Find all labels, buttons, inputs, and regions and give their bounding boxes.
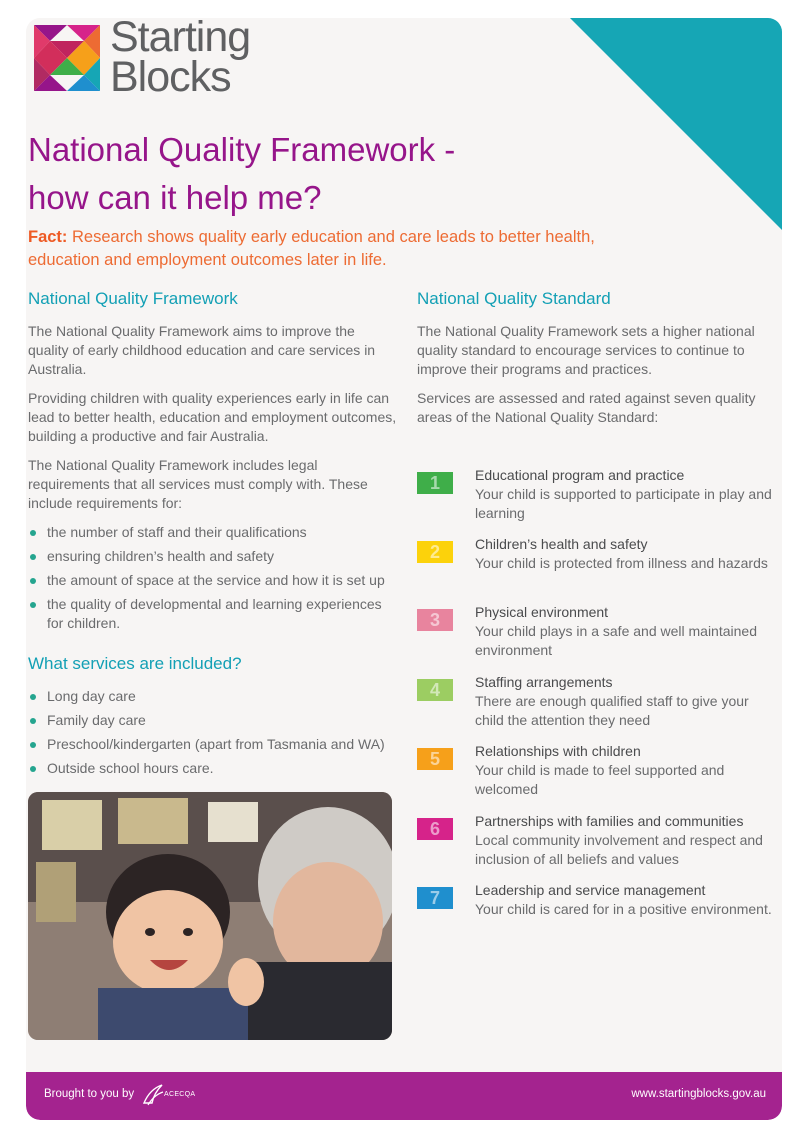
starting-blocks-logo bbox=[30, 18, 270, 101]
area-title: Relationships with children bbox=[475, 743, 641, 759]
corner-decoration bbox=[570, 18, 782, 230]
area-title: Educational program and practice bbox=[475, 467, 685, 483]
list-item: the amount of space at the service and how it is set up bbox=[28, 571, 398, 590]
list-item: Preschool/kindergarten (apart from Tasmania and WA) bbox=[28, 735, 398, 754]
acecqa-wordmark: ACECQA bbox=[164, 1091, 196, 1098]
list-item: the quality of developmental and learning experiences for children. bbox=[28, 595, 398, 633]
area-title: Children’s health and safety bbox=[475, 536, 648, 552]
area-description: Your child is supported to participate in play and learning bbox=[475, 486, 772, 521]
logo-text-starting: Starting bbox=[110, 18, 251, 61]
area-description: There are enough qualified staff to give your child the attention they need bbox=[475, 693, 749, 728]
area-title: Staffing arrangements bbox=[475, 674, 613, 690]
area-number-badge: 2 bbox=[417, 541, 453, 563]
area-description: Your child plays in a safe and well maintained environment bbox=[475, 623, 757, 658]
photo-illustration bbox=[28, 792, 392, 1040]
left-column bbox=[28, 288, 398, 798]
area-title: Physical environment bbox=[475, 604, 609, 620]
list-item: Outside school hours care. bbox=[28, 759, 398, 778]
area-title: Leadership and service management bbox=[475, 882, 706, 898]
fact-label: Fact: bbox=[28, 228, 68, 246]
nqs-paragraph-1: The National Quality Framework sets a higher national quality standard to encourage services to continue to improve their programs and practices. bbox=[417, 323, 755, 377]
area-number-badge: 7 bbox=[417, 887, 453, 909]
nqf-heading: National Quality Framework bbox=[28, 289, 238, 308]
list-item: ensuring children’s health and safety bbox=[28, 547, 398, 566]
nqf-paragraph-3: The National Quality Framework includes legal requirements that all services must comply with. These include requirements for: bbox=[28, 457, 368, 511]
area-description: Local community involvement and respect and inclusion of all beliefs and values bbox=[475, 832, 763, 867]
list-item: Family day care bbox=[28, 711, 398, 730]
nqf-paragraph-2: Providing children with quality experiences early in life can lead to better health, education and employment outcomes, building a productive and fair Australia. bbox=[28, 390, 397, 444]
fact-text: Research shows quality early education and care leads to better health, education and employment outcomes later in life. bbox=[28, 228, 595, 269]
title-line-2: how can it help me? bbox=[28, 179, 322, 216]
footer-bar bbox=[26, 1072, 782, 1120]
services-list bbox=[28, 687, 398, 778]
page bbox=[26, 18, 782, 1120]
right-column bbox=[417, 288, 779, 917]
page-title bbox=[28, 126, 588, 222]
acecqa-wings-icon bbox=[142, 1083, 164, 1107]
area-number-badge: 5 bbox=[417, 748, 453, 770]
list-item: Long day care bbox=[28, 687, 398, 706]
area-number-badge: 1 bbox=[417, 472, 453, 494]
area-description: Your child is protected from illness and hazards bbox=[475, 555, 768, 571]
website-url[interactable]: www.startingblocks.gov.au bbox=[631, 1088, 766, 1100]
area-number-badge: 3 bbox=[417, 609, 453, 631]
nqf-paragraph-1: The National Quality Framework aims to improve the quality of early childhood education and care services in Australia. bbox=[28, 323, 376, 377]
title-line-1: National Quality Framework - bbox=[28, 131, 456, 168]
services-heading: What services are included? bbox=[28, 654, 242, 673]
acecqa-logo bbox=[142, 1083, 202, 1109]
area-number-badge: 6 bbox=[417, 818, 453, 840]
nqs-paragraph-2: Services are assessed and rated against seven quality areas of the National Quality Standard: bbox=[417, 390, 756, 425]
brought-to-you-by: Brought to you by bbox=[44, 1088, 135, 1100]
nqs-heading: National Quality Standard bbox=[417, 289, 611, 308]
area-description: Your child is cared for in a positive environment. bbox=[475, 901, 772, 917]
requirements-list bbox=[28, 523, 398, 633]
child-and-educator-photo bbox=[28, 792, 392, 1040]
logo-mark-icon bbox=[30, 21, 104, 95]
fact-callout bbox=[28, 226, 648, 272]
area-number-badge: 4 bbox=[417, 679, 453, 701]
logo-text-blocks: Blocks bbox=[110, 53, 231, 101]
list-item: the number of staff and their qualifications bbox=[28, 523, 398, 542]
area-description: Your child is made to feel supported and welcomed bbox=[475, 762, 725, 797]
area-title: Partnerships with families and communities bbox=[475, 813, 744, 829]
